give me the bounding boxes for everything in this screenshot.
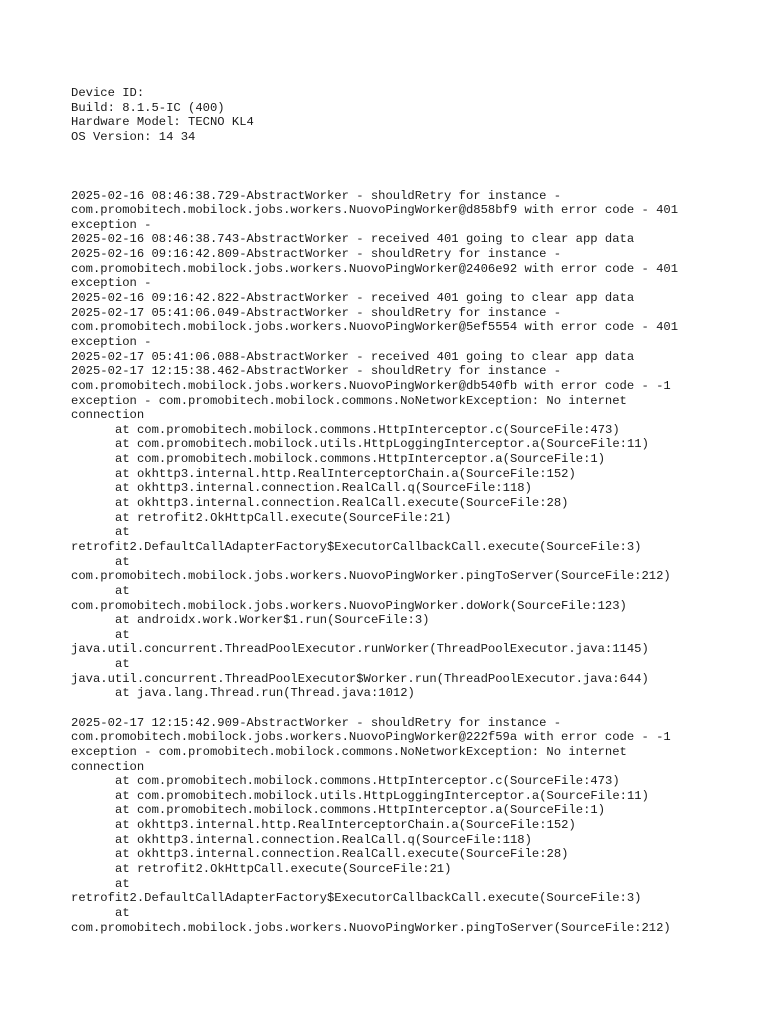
stack-frame-line: at [115, 525, 130, 540]
stack-frame-line: com.promobitech.mobilock.jobs.workers.NuovoPingWorker.doWork(SourceFile:123) [71, 598, 627, 613]
stack-frame-line: at retrofit2.OkHttpCall.execute(SourceFile:21) [115, 862, 452, 877]
stack-trace-2 [71, 774, 751, 935]
hardware-model-line: Hardware Model: TECNO KL4 [71, 115, 254, 130]
stack-frame-line: at androidx.work.Worker$1.run(SourceFile:3) [115, 613, 430, 628]
build-line: Build: 8.1.5-IC (400) [71, 100, 225, 115]
stack-frame-line: java.util.concurrent.ThreadPoolExecutor.runWorker(ThreadPoolExecutor.java:1145) [71, 642, 649, 657]
log-block-1 [71, 189, 751, 423]
stack-frame-line: retrofit2.DefaultCallAdapterFactory$ExecutorCallbackCall.execute(SourceFile:3) [71, 539, 642, 554]
device-header [71, 86, 751, 145]
header-spacer [71, 145, 751, 189]
log-line: 2025-02-17 12:15:38.462-AbstractWorker - shouldRetry for instance - [71, 364, 562, 379]
stack-frame-line: at okhttp3.internal.http.RealInterceptorChain.a(SourceFile:152) [115, 466, 576, 481]
log-line: 2025-02-16 09:16:42.809-AbstractWorker - shouldRetry for instance - [71, 247, 562, 262]
log-line: exception - com.promobitech.mobilock.commons.NoNetworkException: No internet [71, 744, 627, 759]
log-line: connection [71, 408, 145, 423]
stack-frame-line: at com.promobitech.mobilock.commons.HttpInterceptor.a(SourceFile:1) [115, 452, 606, 467]
stack-frame-line: at com.promobitech.mobilock.utils.HttpLoggingInterceptor.a(SourceFile:11) [115, 437, 649, 452]
stack-frame-line: at [115, 657, 130, 672]
stack-frame-line: at com.promobitech.mobilock.commons.HttpInterceptor.a(SourceFile:1) [115, 803, 606, 818]
log-line: com.promobitech.mobilock.jobs.workers.NuovoPingWorker@d858bf9 with error code - 401 [71, 203, 679, 218]
log-line: com.promobitech.mobilock.jobs.workers.NuovoPingWorker@222f59a with error code - -1 [71, 730, 671, 745]
stack-frame-line: at com.promobitech.mobilock.commons.HttpInterceptor.c(SourceFile:473) [115, 774, 620, 789]
stack-frame-line: at [115, 627, 130, 642]
stack-frame-line: com.promobitech.mobilock.jobs.workers.NuovoPingWorker.pingToServer(SourceFile:212) [71, 920, 671, 935]
stack-frame-line: at retrofit2.OkHttpCall.execute(SourceFile:21) [115, 510, 452, 525]
log-line: com.promobitech.mobilock.jobs.workers.NuovoPingWorker@5ef5554 with error code - 401 [71, 320, 679, 335]
stack-frame-line: java.util.concurrent.ThreadPoolExecutor$Worker.run(ThreadPoolExecutor.java:644) [71, 671, 649, 686]
stack-frame-line: at okhttp3.internal.connection.RealCall.q(SourceFile:118) [115, 832, 532, 847]
log-line: 2025-02-16 09:16:42.822-AbstractWorker - received 401 going to clear app data [71, 291, 635, 306]
stack-frame-line: at com.promobitech.mobilock.commons.HttpInterceptor.c(SourceFile:473) [115, 422, 620, 437]
stack-frame-line: at java.lang.Thread.run(Thread.java:1012) [115, 686, 415, 701]
stack-frame-line: at okhttp3.internal.connection.RealCall.execute(SourceFile:28) [115, 496, 569, 511]
os-version-line: OS Version: 14 34 [71, 129, 196, 144]
log-line: exception - [71, 276, 152, 291]
log-document [71, 86, 751, 935]
log-line: 2025-02-17 05:41:06.049-AbstractWorker - shouldRetry for instance - [71, 305, 562, 320]
device-id-line: Device ID: [71, 86, 145, 100]
stack-frame-line: retrofit2.DefaultCallAdapterFactory$ExecutorCallbackCall.execute(SourceFile:3) [71, 891, 642, 906]
stack-frame-line: at com.promobitech.mobilock.utils.HttpLoggingInterceptor.a(SourceFile:11) [115, 788, 649, 803]
stack-frame-line: at okhttp3.internal.connection.RealCall.execute(SourceFile:28) [115, 847, 569, 862]
log-line: com.promobitech.mobilock.jobs.workers.NuovoPingWorker@db540fb with error code - -1 [71, 378, 671, 393]
stack-frame-line: at [115, 554, 130, 569]
log-line: exception - com.promobitech.mobilock.commons.NoNetworkException: No internet [71, 393, 627, 408]
log-line: 2025-02-16 08:46:38.729-AbstractWorker - shouldRetry for instance - [71, 188, 562, 203]
log-line: connection [71, 759, 145, 774]
log-line: 2025-02-17 12:15:42.909-AbstractWorker - shouldRetry for instance - [71, 715, 562, 730]
stack-trace-1 [71, 423, 751, 701]
stack-frame-line: at okhttp3.internal.http.RealInterceptorChain.a(SourceFile:152) [115, 818, 576, 833]
log-line: 2025-02-17 05:41:06.088-AbstractWorker - received 401 going to clear app data [71, 349, 635, 364]
log-line: exception - [71, 334, 152, 349]
stack-frame-line: at [115, 905, 130, 920]
stack-frame-line: at [115, 583, 130, 598]
log-line: exception - [71, 217, 152, 232]
stack-frame-line: at [115, 876, 130, 891]
stack-frame-line: com.promobitech.mobilock.jobs.workers.NuovoPingWorker.pingToServer(SourceFile:212) [71, 569, 671, 584]
stack-frame-line: at okhttp3.internal.connection.RealCall.q(SourceFile:118) [115, 481, 532, 496]
entry-spacer [71, 701, 751, 716]
log-line: 2025-02-16 08:46:38.743-AbstractWorker - received 401 going to clear app data [71, 232, 635, 247]
log-block-2 [71, 716, 751, 775]
log-line: com.promobitech.mobilock.jobs.workers.NuovoPingWorker@2406e92 with error code - 401 [71, 261, 679, 276]
